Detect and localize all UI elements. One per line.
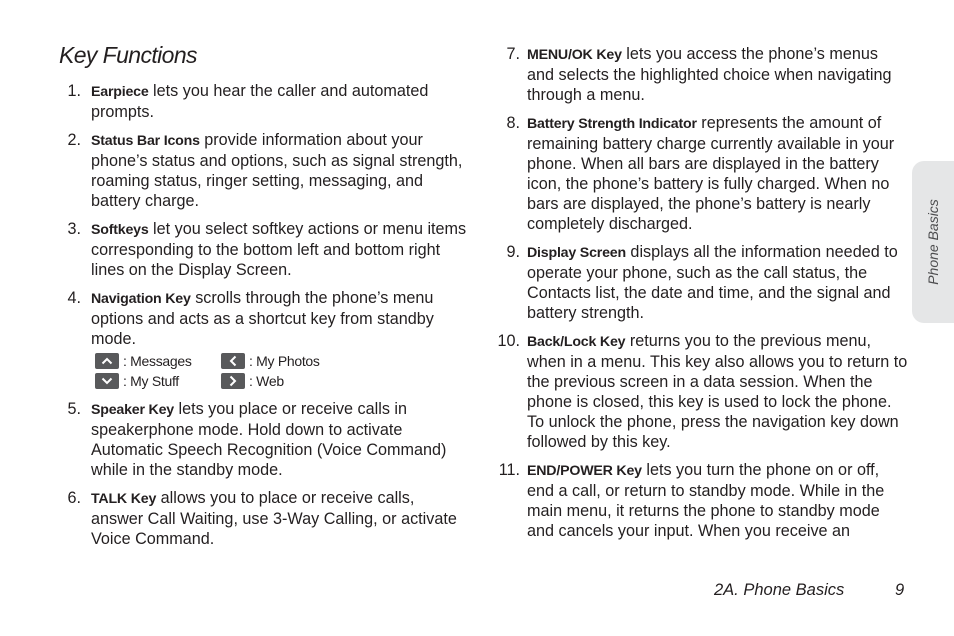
- item-number: 6.: [67, 489, 81, 507]
- item-term: Back/Lock Key: [527, 334, 626, 350]
- item-description: lets you hear the caller and automated prompts.: [91, 82, 429, 121]
- nav-up-key-icon: [95, 353, 119, 369]
- navigation-key-legend: [91, 351, 470, 391]
- item-number: 9.: [506, 243, 520, 261]
- list-item-talk-key: [60, 488, 470, 549]
- list-item-battery-strength-indicator: [496, 113, 908, 234]
- item-term: Navigation Key: [91, 291, 191, 307]
- item-description: allows you to place or receive calls, answer Call Waiting, use 3-Way Calling, or activate Voice Command.: [91, 489, 457, 548]
- item-number: 7.: [506, 45, 520, 63]
- item-number: 1.: [67, 82, 81, 100]
- side-tab-label: Phone Basics: [925, 199, 941, 285]
- item-term: Softkeys: [91, 222, 149, 238]
- nav-right-label: : Web: [249, 373, 284, 389]
- list-item-menu-ok-key: [496, 44, 908, 105]
- item-description: let you select softkey actions or menu items corresponding to the bottom left and bottom right lines on the Display Screen.: [91, 220, 467, 279]
- left-column: [60, 81, 470, 557]
- nav-right-key-icon: [221, 373, 245, 389]
- list-item-softkeys: [60, 219, 470, 280]
- nav-down-label: : My Stuff: [123, 373, 179, 389]
- item-number: 8.: [506, 114, 520, 132]
- item-number: 10.: [497, 332, 520, 350]
- item-term: Speaker Key: [91, 402, 174, 418]
- section-side-tab: [912, 161, 954, 323]
- item-number: 4.: [67, 289, 81, 307]
- list-item-earpiece: [60, 81, 470, 122]
- item-term: TALK Key: [91, 491, 157, 507]
- item-term: MENU/OK Key: [527, 47, 622, 63]
- item-description: displays all the information needed to operate your phone, such as the call status, the Contacts list, the date and time, and the signal and battery strength.: [527, 243, 898, 322]
- list-item-back-lock-key: [496, 331, 908, 452]
- item-description: represents the amount of remaining battery charge currently available in your phone. When all bars are displayed in the battery icon, the phone’s battery is fully charged. When no bars are displayed, the phone’s battery is nearly completely discharged.: [527, 114, 895, 233]
- page-title: Key Functions: [59, 42, 197, 68]
- item-description: scrolls through the phone’s menu options and acts as a shortcut key from standby mode.: [91, 289, 434, 348]
- item-term: Display Screen: [527, 245, 626, 261]
- list-item-speaker-key: [60, 399, 470, 480]
- item-term: Earpiece: [91, 84, 149, 100]
- item-description: lets you turn the phone on or off, end a call, or return to standby mode. While in the main menu, it returns the phone to standby mode and cancels your input. When you receive an: [527, 461, 885, 540]
- nav-up-label: : Messages: [123, 353, 192, 369]
- item-term: Status Bar Icons: [91, 133, 200, 149]
- item-number: 11.: [498, 461, 520, 479]
- item-number: 2.: [67, 131, 81, 149]
- item-description: lets you access the phone’s menus and selects the highlighted choice when navigating through a menu.: [527, 45, 892, 104]
- list-item-status-bar-icons: [60, 130, 470, 211]
- nav-down-key-icon: [95, 373, 119, 389]
- item-term: Battery Strength Indicator: [527, 116, 697, 132]
- item-description: provide information about your phone’s status and options, such as signal strength, roaming status, ringer setting, messaging, and battery charge.: [91, 131, 463, 210]
- footer-page-number: 9: [895, 581, 905, 599]
- list-item-end-power-key: [496, 460, 908, 541]
- item-number: 5.: [67, 400, 81, 418]
- nav-left-key-icon: [221, 353, 245, 369]
- nav-left-label: : My Photos: [249, 353, 320, 369]
- item-description: lets you place or receive calls in speakerphone mode. Hold down to activate Automatic Speech Recognition (Voice Command) while in the standby mode.: [91, 400, 447, 479]
- list-item-display-screen: [496, 242, 908, 323]
- footer-section-label: 2A. Phone Basics: [714, 581, 845, 599]
- item-term: END/POWER Key: [527, 463, 642, 479]
- right-column: [496, 44, 908, 549]
- item-description: returns you to the previous menu, when in a menu. This key also allows you to return to the previous screen in a data session. When the phone is closed, this key is used to lock the phone. To unlock the phone, press the navigation key down followed by this key.: [527, 332, 908, 451]
- list-item-navigation-key: [60, 288, 470, 391]
- item-number: 3.: [67, 220, 81, 238]
